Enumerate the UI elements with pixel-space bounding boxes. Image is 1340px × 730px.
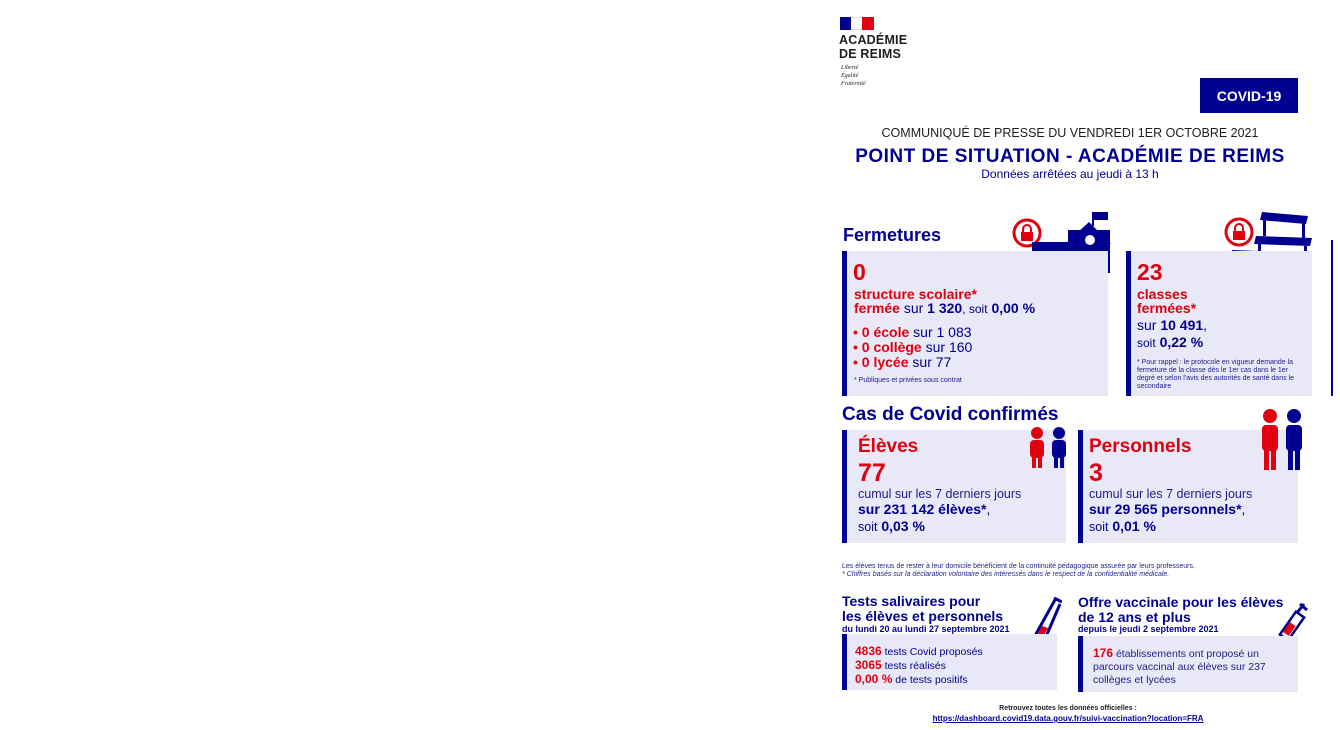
classes-label-line2: fermées* bbox=[1137, 300, 1197, 316]
eleves-soit: soit bbox=[858, 520, 878, 534]
tests-proposed-label: tests Covid proposés bbox=[884, 646, 983, 658]
structures-label-line2: fermée bbox=[854, 300, 900, 316]
covid-badge: COVID-19 bbox=[1200, 78, 1298, 113]
structures-label-line1: structure scolaire* bbox=[854, 286, 977, 302]
tests-title-line1: Tests salivaires pour bbox=[842, 593, 981, 609]
tests-rows bbox=[855, 645, 983, 687]
eleves-line2: sur 231 142 élèves* bbox=[858, 501, 987, 517]
vaccin-date: depuis le jeudi 2 septembre 2021 bbox=[1078, 624, 1219, 634]
classes-pct: 0,22 % bbox=[1159, 334, 1204, 350]
tests-row-done bbox=[855, 659, 983, 673]
ecole-rest: sur 1 083 bbox=[913, 324, 972, 340]
eleves-line2-wrap bbox=[858, 501, 990, 517]
structures-pct: 0,00 % bbox=[991, 300, 1036, 316]
eleves-pct-line bbox=[858, 518, 925, 534]
college-value: • 0 collège bbox=[853, 339, 922, 355]
tests-positive-value: 0,00 % bbox=[855, 672, 893, 686]
personnels-pct: 0,01 % bbox=[1112, 518, 1156, 534]
motto-egalite: Égalité bbox=[841, 73, 859, 79]
eleves-label: Élèves bbox=[858, 436, 919, 457]
structures-count: 0 bbox=[853, 259, 866, 285]
motto-liberte: Liberté bbox=[841, 65, 859, 71]
tests-row-proposed bbox=[855, 645, 983, 659]
classes-sur: sur bbox=[1137, 317, 1157, 333]
breakdown-college bbox=[853, 340, 972, 355]
structures-total: 1 320 bbox=[927, 300, 963, 316]
personnels-line2: sur 29 565 personnels* bbox=[1089, 501, 1242, 517]
fermetures-title: Fermetures bbox=[843, 225, 942, 245]
structures-breakdown bbox=[853, 325, 972, 370]
motto-fraternite: Fraternité bbox=[841, 81, 866, 87]
classes-count: 23 bbox=[1137, 259, 1163, 285]
eleves-count: 77 bbox=[858, 459, 886, 487]
vaccin-text-line2: parcours vaccinal aux élèves sur 237 bbox=[1093, 661, 1266, 673]
personnels-soit: soit bbox=[1089, 520, 1109, 534]
personnels-line2-end: , bbox=[1241, 501, 1246, 517]
structures-total-line bbox=[854, 301, 1035, 317]
logo-name-line2: DE REIMS bbox=[839, 47, 902, 61]
personnels-count: 3 bbox=[1089, 459, 1103, 487]
tests-row-positive bbox=[855, 673, 983, 687]
academy-logo-name bbox=[839, 33, 907, 61]
staff-icon bbox=[1258, 408, 1306, 472]
college-rest: sur 160 bbox=[925, 339, 973, 355]
vaccin-title-line2: de 12 ans et plus bbox=[1078, 609, 1191, 625]
classes-total-line bbox=[1137, 318, 1207, 333]
breakdown-lycee bbox=[853, 355, 972, 370]
press-release-date: COMMUNIQUÉ DE PRESSE DU VENDREDI 1ER OCTOBRE 2021 bbox=[881, 126, 1259, 140]
tests-done-label: tests réalisés bbox=[884, 660, 946, 672]
vaccin-title-line1: Offre vaccinale pour les élèves bbox=[1078, 594, 1284, 610]
cas-title: Cas de Covid confirmés bbox=[842, 404, 1059, 425]
vaccin-text-line1-wrap bbox=[1093, 647, 1266, 661]
eleves-line1: cumul sur les 7 derniers jours bbox=[858, 487, 1022, 501]
edge-divider bbox=[1331, 240, 1333, 396]
official-data-link[interactable]: https://dashboard.covid19.data.gouv.fr/suivi-vaccination?location=FRA bbox=[932, 714, 1204, 723]
personnels-line2-wrap bbox=[1089, 501, 1245, 517]
lycee-value: • 0 lycée bbox=[853, 354, 909, 370]
tests-title-line2: les élèves et personnels bbox=[842, 608, 1004, 624]
classes-total: 10 491 bbox=[1160, 317, 1204, 333]
vaccin-value: 176 bbox=[1093, 646, 1114, 660]
structures-sur: sur bbox=[903, 300, 924, 316]
classes-label-line1: classes bbox=[1137, 286, 1188, 302]
footnote-1: Les élèves tenus de rester à leur domicile bénéficient de la continuité pédagogique assurée par leurs professeurs. bbox=[842, 563, 1195, 570]
vaccin-text-line1: établissements ont proposé un bbox=[1115, 648, 1259, 660]
ecole-value: • 0 école bbox=[853, 324, 910, 340]
vaccin-text-line3: collèges et lycées bbox=[1093, 674, 1176, 686]
classes-pct-line bbox=[1137, 335, 1203, 351]
page-title: POINT DE SITUATION - ACADÉMIE DE REIMS bbox=[855, 146, 1285, 167]
logo-name-line1: ACADÉMIE bbox=[839, 33, 908, 47]
classes-comma: , bbox=[1203, 317, 1208, 333]
classes-soit: soit bbox=[1137, 336, 1156, 350]
tests-proposed-value: 4836 bbox=[855, 644, 882, 658]
tests-done-value: 3065 bbox=[855, 658, 882, 672]
tests-date: du lundi 20 au lundi 27 septembre 2021 bbox=[842, 624, 1010, 634]
vaccin-text bbox=[1093, 647, 1266, 687]
tests-title bbox=[842, 594, 1003, 624]
breakdown-ecole bbox=[853, 325, 972, 340]
tests-positive-label: de tests positifs bbox=[895, 674, 968, 686]
structures-note: * Publiques et privées sous contrat bbox=[854, 377, 962, 384]
eleves-line2-end: , bbox=[986, 501, 991, 517]
footnote-2: * Chiffres basés sur la déclaration volontaire des intéressés dans le respect de la confidentialité médicale. bbox=[842, 571, 1170, 578]
classes-note: * Pour rappel : le protocole en vigueur demande la fermeture de la classe dès le 1er cas dans le 1er degré et selon l'avis des autorités de santé dans le secondaire bbox=[1137, 359, 1294, 390]
eleves-pct: 0,03 % bbox=[881, 518, 925, 534]
footer-text: Retrouvez toutes les données officielles : bbox=[999, 705, 1137, 712]
personnels-label: Personnels bbox=[1089, 436, 1192, 457]
data-cutoff-subtitle: Données arrêtées au jeudi à 13 h bbox=[981, 167, 1159, 181]
personnels-line1: cumul sur les 7 derniers jours bbox=[1089, 487, 1253, 501]
republic-motto bbox=[841, 64, 866, 88]
lycee-rest: sur 77 bbox=[912, 354, 952, 370]
structures-soit: , soit bbox=[962, 302, 988, 316]
republic-flag-logo bbox=[840, 17, 874, 30]
cas-footnotes bbox=[842, 563, 1195, 579]
personnels-pct-line bbox=[1089, 518, 1156, 534]
vaccin-title bbox=[1078, 595, 1283, 625]
students-icon bbox=[1026, 426, 1070, 470]
